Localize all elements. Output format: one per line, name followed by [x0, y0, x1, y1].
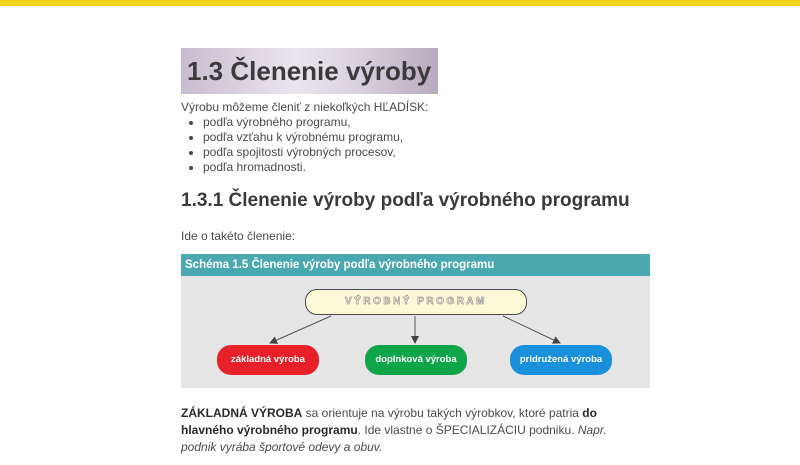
node-zakladna-vyroba: základná výroba: [217, 345, 319, 375]
arrow-to-zakladna: [270, 316, 331, 343]
main-content: [181, 48, 651, 244]
intro-text: Výrobu môžeme členiť z niekoľkých HĽADÍSK:: [181, 100, 429, 114]
list-item: • podľa spojitosti výrobných procesov,: [203, 145, 651, 160]
lead-text: Ide o takéto členenie:: [181, 229, 296, 243]
top-accent-bar: [0, 0, 800, 6]
para-text-1: sa orientuje na výrobu takých výrobkov, ktoré patria: [302, 406, 583, 420]
para-bold-2: do hlavného výrobného programu: [181, 406, 597, 437]
arrow-to-pridruzena: [503, 316, 560, 343]
term-bold: ZÁKLADNÁ VÝROBA: [181, 406, 303, 420]
criteria-list: [181, 115, 651, 175]
root-node-program: VÝROBNÝ PROGRAM: [305, 289, 527, 315]
definition-paragraph: [181, 405, 643, 456]
list-item: • podľa hromadnosti.: [203, 160, 651, 175]
section-heading: 1.3.1 Členenie výroby podľa výrobného programu: [181, 190, 630, 211]
para-example: Napr. podnik vyrába športové odevy a obuv.: [181, 423, 607, 454]
schema-diagram: [181, 254, 650, 388]
node-doplnkova-vyroba: doplnková výroba: [365, 345, 467, 375]
page-title: 1.3 Členenie výroby: [181, 48, 438, 94]
para-text-2: . Ide vlastne o ŠPECIALIZÁCIU podniku.: [357, 423, 578, 437]
list-item: • podľa vzťahu k výrobnému programu,: [203, 130, 651, 145]
list-item: • podľa výrobného programu,: [203, 115, 651, 130]
node-pridruzena-vyroba: pridružená výroba: [510, 345, 612, 375]
schema-title: Schéma 1.5 Členenie výroby podľa výrobného programu: [181, 254, 650, 276]
